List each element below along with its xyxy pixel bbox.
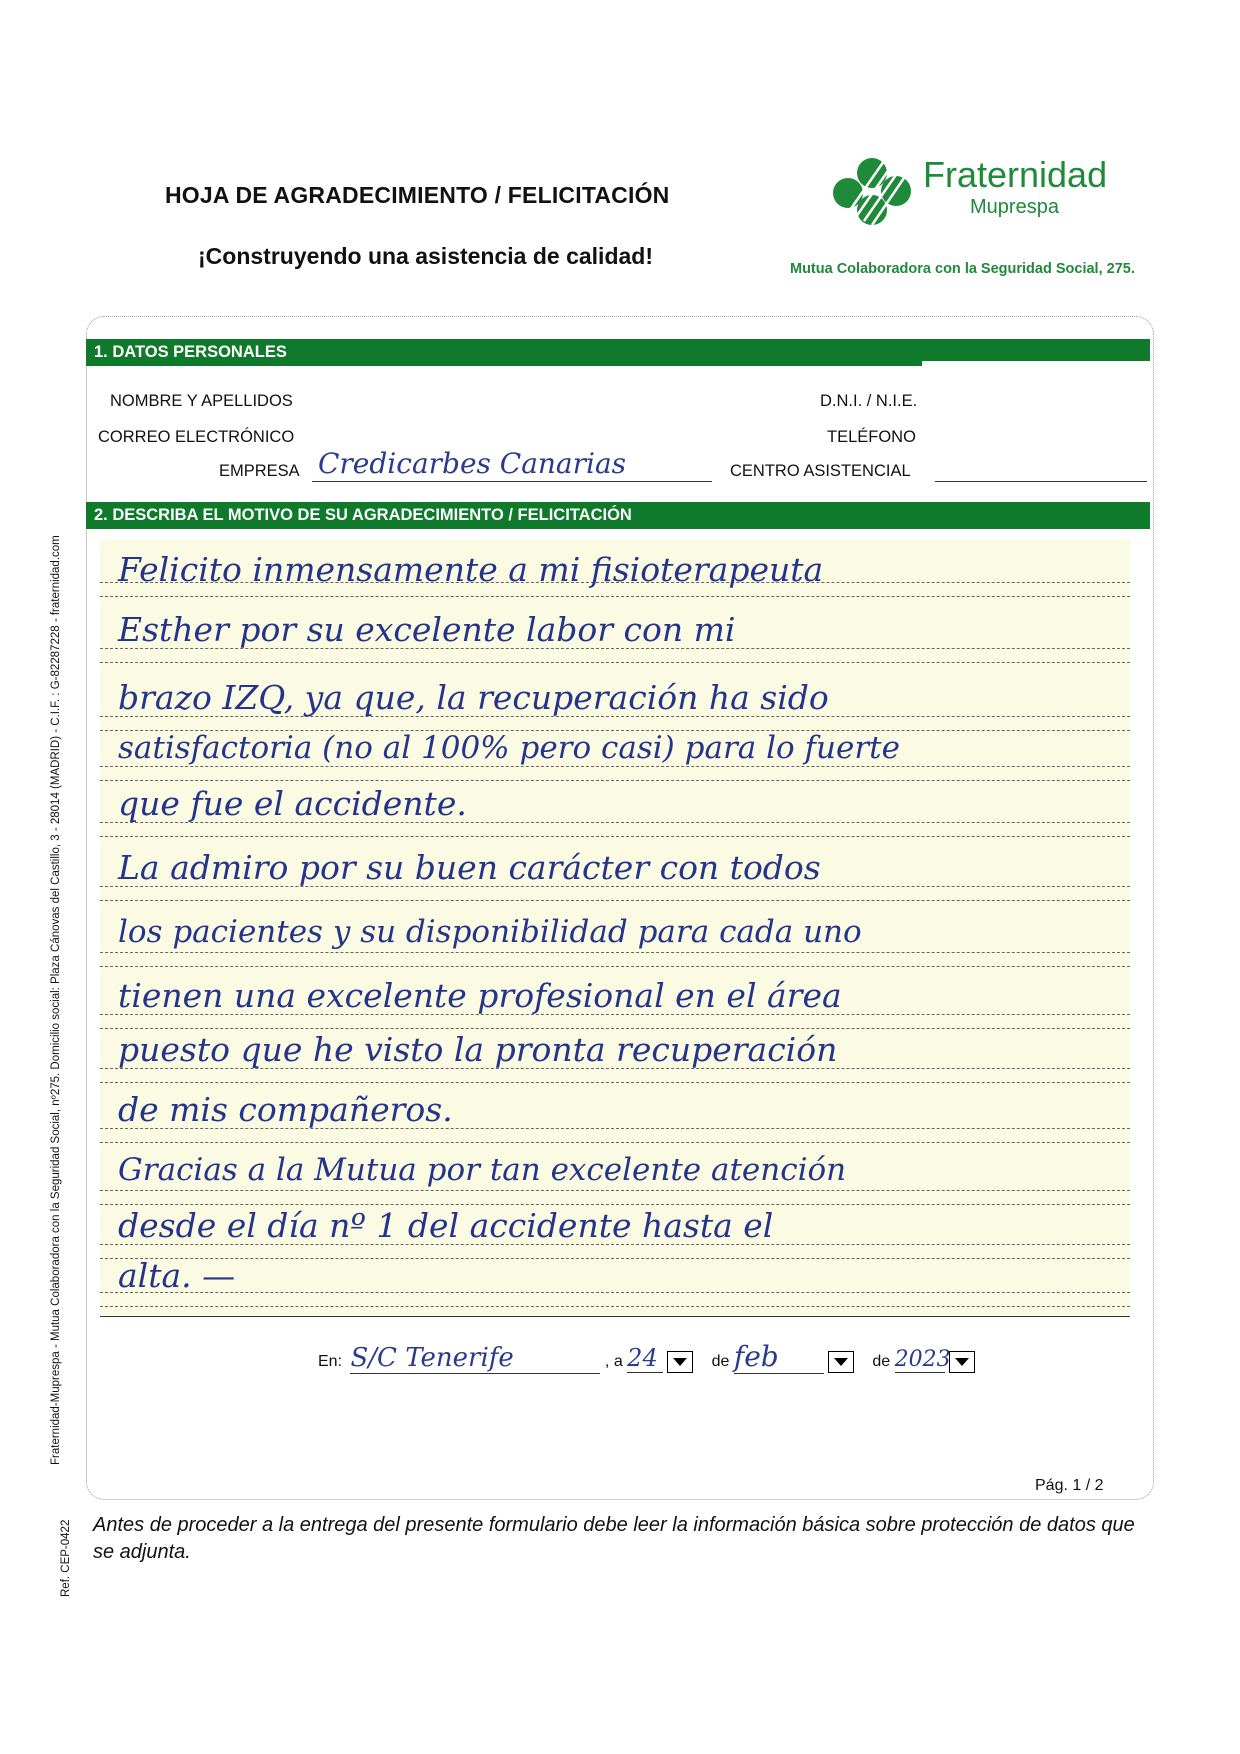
center-label: CENTRO ASISTENCIAL: [730, 462, 911, 480]
rule-line: [100, 780, 1130, 781]
handwritten-line: Gracias a la Mutua por tan excelente atención: [118, 1152, 847, 1188]
handwritten-line: de mis compañeros.: [118, 1090, 453, 1129]
privacy-notice: Antes de proceder a la entrega del presente formulario debe leer la información básica sobre protección de datos que se adjunta.: [93, 1514, 1135, 1563]
brand-name: Fraternidad: [923, 154, 1108, 195]
section2-heading: 2. DESCRIBA EL MOTIVO DE SU AGRADECIMIENTO / FELICITACIÓN: [86, 502, 1150, 529]
month-label: de: [711, 1353, 730, 1370]
section1-bar-extension: [920, 339, 1150, 361]
company-value: Credicarbes Canarias: [318, 447, 627, 480]
handwritten-line: La admiro por su buen carácter con todos: [118, 848, 821, 887]
side-legal-text: Fraternidad-Muprespa - Mutua Colaboradora con la Seguridad Social, nº275. Domicilio social: Plaza Cánovas del Castillo, 3 - 28014 (MADRID) - C.I.F. : G-82287228 - fraternidad.com: [50, 535, 62, 1465]
rule-line: [100, 596, 1130, 597]
page-number: Pág. 1 / 2: [1035, 1477, 1104, 1494]
handwritten-line: alta. —: [118, 1256, 236, 1295]
month-dropdown-icon[interactable]: [828, 1351, 854, 1373]
handwritten-line: que fue el accidente.: [118, 784, 467, 823]
handwritten-line: brazo IZQ, ya que, la recuperación ha sido: [118, 678, 829, 717]
handwritten-line: satisfactoria (no al 100% pero casi) para lo fuerte: [118, 730, 900, 766]
rule-line: [100, 1306, 1130, 1307]
handwritten-line: Felicito inmensamente a mi fisioterapeuta: [118, 550, 824, 589]
email-label: CORREO ELECTRÓNICO: [98, 428, 295, 446]
rule-line: [100, 1190, 1130, 1191]
rule-line: [100, 952, 1130, 953]
handwritten-line: tienen una excelente profesional en el área: [118, 976, 842, 1015]
reason-textarea[interactable]: [100, 540, 1130, 1315]
dni-label: D.N.I. / N.I.E.: [820, 392, 918, 410]
day-value: 24: [627, 1344, 658, 1372]
year-dropdown-icon[interactable]: [949, 1351, 975, 1373]
handwritten-line: Esther por su excelente labor con mi: [118, 610, 736, 649]
rule-line: [100, 1028, 1130, 1029]
form-subtitle: ¡Construyendo una asistencia de calidad!: [198, 243, 653, 269]
day-label: , a: [604, 1353, 623, 1370]
name-label: NOMBRE Y APELLIDOS: [110, 392, 293, 410]
rule-line: [100, 766, 1130, 767]
month-field[interactable]: [734, 1340, 824, 1374]
rule-line: [100, 1258, 1130, 1259]
section1-heading: 1. DATOS PERSONALES: [86, 339, 922, 366]
form-reference: Ref. CEP-0422: [60, 1519, 72, 1597]
place-field[interactable]: [350, 1343, 600, 1374]
company-label: EMPRESA: [219, 462, 300, 480]
textarea-bottom-border: [100, 1316, 1130, 1317]
place-value: S/C Tenerife: [350, 1343, 514, 1373]
phone-label: TELÉFONO: [827, 428, 916, 446]
handwritten-line: puesto que he visto la pronta recuperación: [118, 1030, 838, 1069]
rule-line: [100, 662, 1130, 663]
rule-line: [100, 900, 1130, 901]
date-row: [318, 1340, 975, 1374]
handwritten-line: desde el día nº 1 del accidente hasta el: [118, 1206, 774, 1245]
year-field[interactable]: [894, 1347, 951, 1373]
place-label: En:: [318, 1353, 343, 1370]
company-field[interactable]: [312, 447, 712, 482]
form-title: HOJA DE AGRADECIMIENTO / FELICITACIÓN: [165, 182, 670, 208]
year-value: 2023: [894, 1347, 951, 1372]
rule-line: [100, 1142, 1130, 1143]
rule-line: [100, 1082, 1130, 1083]
month-value: feb: [733, 1340, 779, 1373]
rule-line: [100, 836, 1130, 837]
day-dropdown-icon[interactable]: [667, 1351, 693, 1373]
year-label: de: [872, 1353, 891, 1370]
center-field[interactable]: [935, 455, 1147, 482]
rule-line: [100, 1292, 1130, 1293]
rule-line: [100, 966, 1130, 967]
brand-tagline: Mutua Colaboradora con la Seguridad Social, 275.: [790, 261, 1135, 277]
rule-line: [100, 1204, 1130, 1205]
day-field[interactable]: [627, 1344, 663, 1373]
brand-subname: Muprespa: [970, 196, 1059, 218]
fraternidad-logo-icon: [826, 155, 918, 227]
handwritten-line: los pacientes y su disponibilidad para cada uno: [118, 914, 862, 950]
